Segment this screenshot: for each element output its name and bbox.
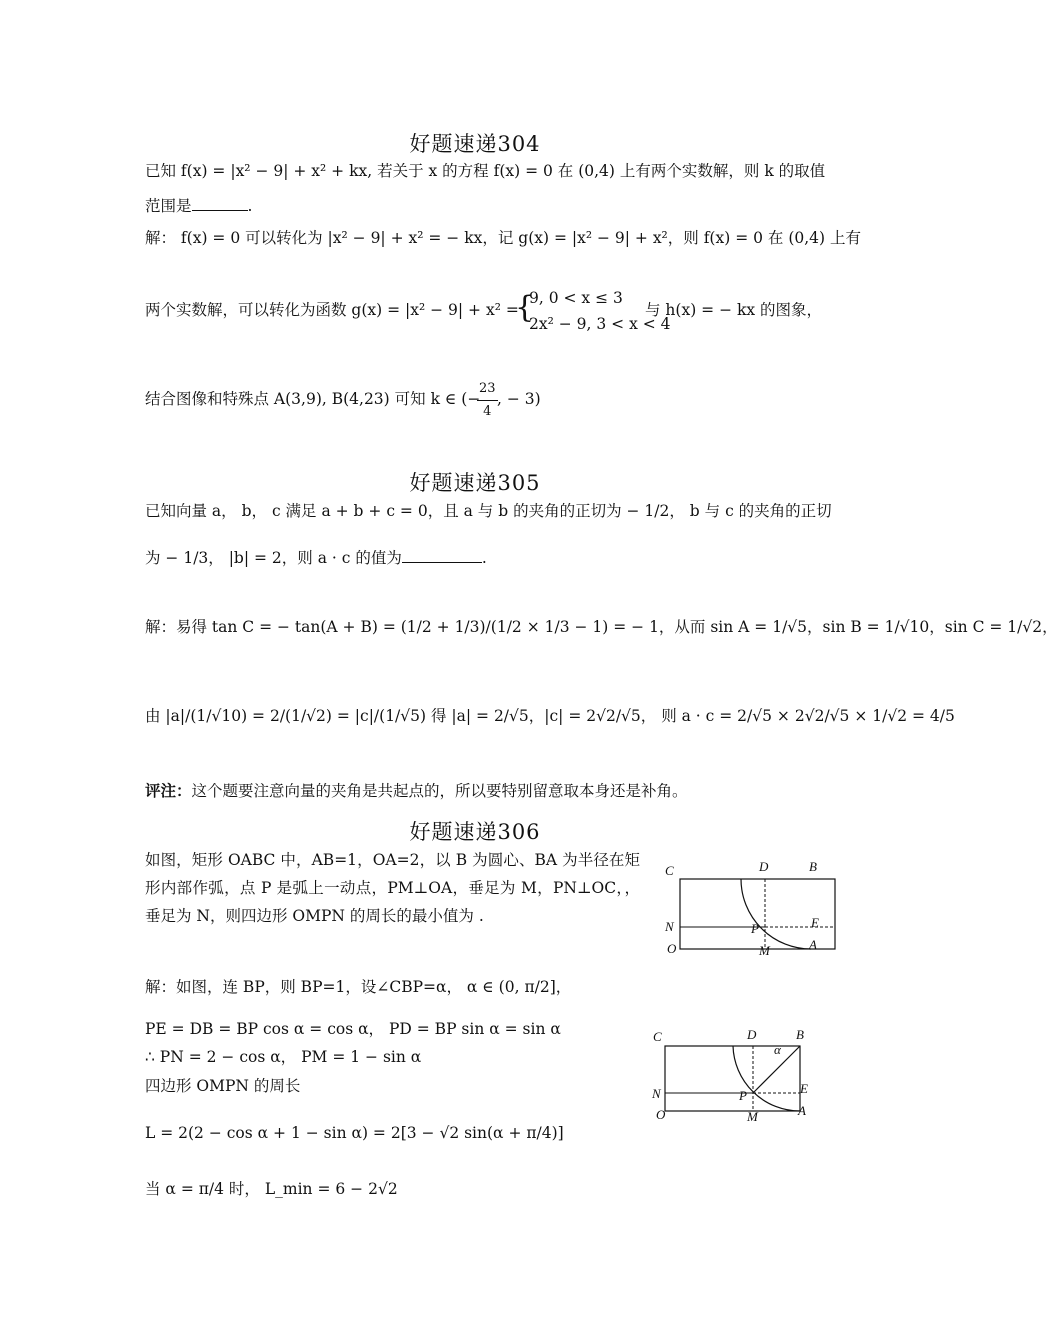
p306-solution-line3: ∴ PN = 2 − cos α， PM = 1 − sin α: [145, 1048, 422, 1066]
fig2-label-p: P: [739, 1088, 747, 1103]
fraction-denominator: 4: [483, 404, 492, 419]
figure-rectangle-1: [655, 855, 835, 960]
brace: {: [515, 290, 535, 325]
p304-question-end: .: [247, 197, 253, 215]
title-305: 好题速递305: [409, 471, 541, 495]
title-304: 好题速递304: [409, 132, 541, 156]
p306-solution-line2: PE = DB = BP cos α = cos α， PD = BP sin α = sin α: [145, 1020, 561, 1038]
fig2-label-alpha: α: [774, 1042, 781, 1057]
fig1-label-e: E: [811, 915, 819, 930]
p305-question-line1: 已知向量 a， b， c 满足 a + b + c = 0，且 a 与 b 的夹角的正切为 − 1/2， b 与 c 的夹角的正切: [145, 502, 832, 520]
p306-solution-line5: L = 2(2 − cos α + 1 − sin α) = 2[3 − √2 sin(α + π/4)]: [145, 1124, 564, 1142]
p305-solution-line2: 由 |a|/(1/√10) = 2/(1/√2) = |c|/(1/√5) 得 |a| = 2/√5，|c| = 2√2/√5， 则 a · c = 2/√5 × 2√2/√5 × 1/√2 = 4/5: [145, 707, 955, 725]
note-text: 这个题要注意向量的夹角是共起点的，所以要特别留意取本身还是补角。: [191, 782, 688, 800]
fig2-label-e: E: [800, 1081, 808, 1096]
fig2-label-n: N: [652, 1086, 661, 1101]
p304-question-line1: 已知 f(x) = |x² − 9| + x² + kx, 若关于 x 的方程 f(x) = 0 在 (0,4) 上有两个实数解，则 k 的取值: [145, 162, 826, 180]
p306-question: 如图，矩形 OABC 中，AB=1，OA=2，以 B 为圆心、BA 为半径在矩形内部作弧，点 P 是弧上一动点，PM⊥OA，垂足为 M，PN⊥OC，，垂足为 N，则四边形 OMPN 的周长的最小值为 .: [145, 851, 640, 925]
p304-solution-line1: 解： f(x) = 0 可以转化为 |x² − 9| + x² = − kx，记 g(x) = |x² − 9| + x²，则 f(x) = 0 在 (0,4) 上有: [145, 229, 861, 247]
fig2-label-m: M: [747, 1109, 758, 1124]
fig1-label-m: M: [759, 943, 770, 958]
fig1-label-a: A: [809, 937, 817, 952]
answer-blank-304: [192, 196, 248, 211]
fig1-label-o: O: [667, 941, 677, 956]
p304-s3-prefix: 结合图像和特殊点 A(3,9), B(4,23) 可知 k ∈ (−: [145, 390, 481, 408]
p304-case2: 2x² − 9, 3 < x < 4: [529, 315, 671, 333]
fig2-label-o: O: [656, 1107, 666, 1122]
p304-s3-suffix: , − 3): [497, 390, 541, 408]
p304-s2-suffix: 与 h(x) = − kx 的图象，: [645, 301, 823, 319]
p305-question-line2: [145, 547, 487, 569]
p306-solution-line1: 解：如图，连 BP，则 BP=1，设∠CBP=α， α ∈ (0, π/2]，: [145, 978, 572, 996]
p305-note: [145, 780, 688, 802]
fig2-label-c: C: [653, 1029, 662, 1044]
p304-question-prefix: 范围是: [145, 197, 192, 215]
fig1-label-n: N: [665, 919, 674, 934]
p306-solution-line6: 当 α = π/4 时， L_min = 6 − 2√2: [145, 1180, 398, 1198]
p305-solution-line1: 解：易得 tan C = − tan(A + B) = (1/2 + 1/3)/(1/2 × 1/3 − 1) = − 1，从而 sin A = 1/√5，sin B = 1/√10，sin C = 1/√2，: [145, 618, 1058, 636]
answer-blank-305: [402, 548, 482, 563]
figure-rectangle-2: [650, 1025, 835, 1130]
fig1-label-b: B: [809, 859, 817, 874]
title-306: 好题速递306: [409, 820, 541, 844]
fig1-label-d: D: [759, 859, 769, 874]
fraction-23-4: [477, 378, 498, 423]
fig2-label-b: B: [796, 1027, 804, 1042]
p306-solution-line4: 四边形 OMPN 的周长: [145, 1077, 301, 1095]
fraction-numerator: 23: [477, 378, 498, 401]
p305-question-end: .: [481, 549, 487, 567]
note-label: 评注：: [145, 781, 192, 800]
p304-s2-prefix: 两个实数解，可以转化为函数 g(x) = |x² − 9| + x² =: [145, 301, 519, 319]
p304-question-line2: [145, 195, 252, 217]
fig2-label-a: A: [798, 1103, 806, 1118]
p305-question-prefix: 为 − 1/3， |b| = 2，则 a · c 的值为: [145, 549, 402, 567]
fig1-label-c: C: [665, 863, 674, 878]
p304-case1: 9, 0 < x ≤ 3: [529, 289, 623, 307]
fig2-label-d: D: [747, 1027, 757, 1042]
fig1-label-p: P: [751, 921, 759, 936]
